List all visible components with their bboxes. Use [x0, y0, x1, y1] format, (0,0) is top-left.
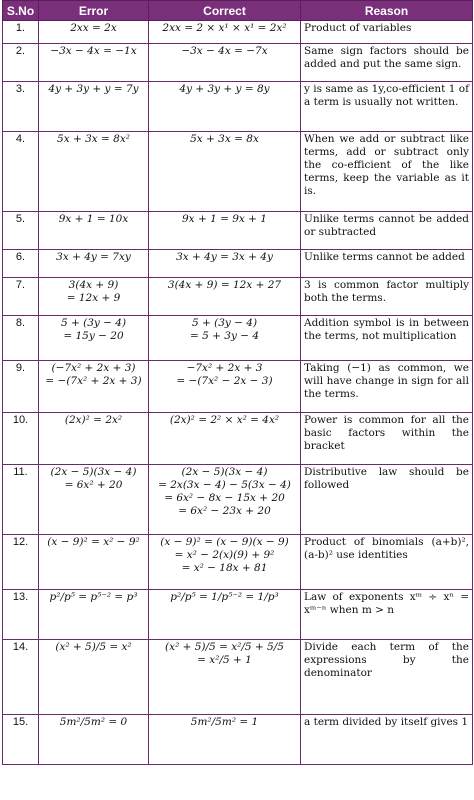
- error-expression-line: = 12x + 9: [66, 292, 121, 304]
- correct-cell: [149, 212, 301, 250]
- error-cell: [39, 44, 149, 82]
- header-sno: S.No: [3, 1, 39, 21]
- reason-cell: Product of variables: [301, 21, 473, 44]
- error-cell: [39, 82, 149, 132]
- correct-expression-line: (x − 9)² = (x − 9)(x − 9): [160, 536, 289, 548]
- table-body: [3, 21, 473, 765]
- error-expression-line: 4y + 3y + y = 7y: [48, 83, 139, 95]
- error-cell: [39, 21, 149, 44]
- correct-expression-line: = 5 + 3y − 4: [189, 330, 260, 342]
- reason-cell: Taking (−1) as common, we will have change in sign for all the terms.: [301, 361, 473, 413]
- correct-expression-line: = x²/5 + 1: [197, 654, 252, 666]
- reason-cell: a term divided by itself gives 1: [301, 715, 473, 765]
- errors-table: [2, 0, 473, 765]
- row-number: 6.: [3, 250, 39, 278]
- error-cell: [39, 361, 149, 413]
- table-row: [3, 44, 473, 82]
- header-reason: Reason: [301, 1, 473, 21]
- table-row: [3, 640, 473, 715]
- correct-expression-line: = x² − 2(x)(9) + 9²: [174, 549, 275, 561]
- table-row: [3, 132, 473, 212]
- row-number: 7.: [3, 278, 39, 316]
- error-cell: [39, 250, 149, 278]
- reason-cell: When we add or subtract like terms, add or subtract only the co-efficient of the like terms, keep the variable as it is.: [301, 132, 473, 212]
- correct-expression-line: = 2x(3x − 4) − 5(3x − 4): [158, 479, 291, 491]
- error-cell: [39, 212, 149, 250]
- reason-cell: y is same as 1y,co-efficient 1 of a term is usually not written.: [301, 82, 473, 132]
- header-correct: Correct: [149, 1, 301, 21]
- error-cell: [39, 132, 149, 212]
- correct-cell: [149, 82, 301, 132]
- reason-cell: Addition symbol is in between the terms, not multiplication: [301, 316, 473, 361]
- error-expression-line: (2x − 5)(3x − 4): [50, 466, 137, 478]
- table-row: [3, 316, 473, 361]
- correct-cell: [149, 535, 301, 590]
- correct-cell: [149, 44, 301, 82]
- correct-cell: [149, 132, 301, 212]
- correct-expression-line: 3x + 4y = 3x + 4y: [176, 251, 273, 263]
- error-cell: [39, 715, 149, 765]
- table-row: [3, 361, 473, 413]
- error-cell: [39, 640, 149, 715]
- error-cell: [39, 316, 149, 361]
- row-number: 10.: [3, 413, 39, 465]
- table-row: [3, 212, 473, 250]
- correct-cell: [149, 715, 301, 765]
- row-number: 9.: [3, 361, 39, 413]
- correct-expression-line: 5m²/5m² = 1: [190, 716, 259, 728]
- correct-expression-line: = −(7x² − 2x − 3): [176, 375, 273, 387]
- row-number: 5.: [3, 212, 39, 250]
- error-expression-line: −3x − 4x = −1x: [50, 45, 137, 57]
- correct-expression-line: = 6x² − 8x − 15x + 20: [164, 492, 285, 504]
- reason-cell: Power is common for all the basic factors within the bracket: [301, 413, 473, 465]
- reason-cell: Divide each term of the expressions by the denominator: [301, 640, 473, 715]
- reason-cell: Unlike terms cannot be added: [301, 250, 473, 278]
- row-number: 11.: [3, 465, 39, 535]
- table-row: [3, 250, 473, 278]
- table-row: [3, 21, 473, 44]
- correct-cell: [149, 250, 301, 278]
- error-cell: [39, 278, 149, 316]
- correct-expression-line: −3x − 4x = −7x: [181, 45, 268, 57]
- error-expression-line: 5x + 3x = 8x²: [57, 133, 130, 145]
- error-expression-line: p²/p⁵ = p⁵⁻² = p³: [49, 591, 138, 603]
- error-cell: [39, 465, 149, 535]
- error-expression-line: 5m²/5m² = 0: [59, 716, 128, 728]
- correct-expression-line: 2xx = 2 × x¹ × x¹ = 2x²: [162, 22, 287, 34]
- reason-cell: Same sign factors should be added and put the same sign.: [301, 44, 473, 82]
- error-expression-line: 9x + 1 = 10x: [58, 213, 129, 225]
- error-expression-line: (−7x² + 2x + 3): [51, 362, 136, 374]
- row-number: 13.: [3, 590, 39, 640]
- row-number: 12.: [3, 535, 39, 590]
- correct-cell: [149, 278, 301, 316]
- table-row: [3, 82, 473, 132]
- error-cell: [39, 535, 149, 590]
- correct-expression-line: (x² + 5)/5 = x²/5 + 5/5: [165, 641, 284, 653]
- error-expression-line: = 6x² + 20: [64, 479, 123, 491]
- correct-cell: [149, 21, 301, 44]
- correct-cell: [149, 316, 301, 361]
- error-expression-line: 3(4x + 9): [68, 279, 119, 291]
- error-expression-line: = 15y − 20: [63, 330, 124, 342]
- table-row: [3, 278, 473, 316]
- row-number: 8.: [3, 316, 39, 361]
- correct-cell: [149, 413, 301, 465]
- correct-expression-line: 9x + 1 = 9x + 1: [182, 213, 267, 225]
- correct-expression-line: (2x)² = 2² × x² = 4x²: [169, 414, 280, 426]
- correct-expression-line: 5 + (3y − 4): [191, 317, 258, 329]
- reason-cell: Unlike terms cannot be added or subtracted: [301, 212, 473, 250]
- correct-cell: [149, 590, 301, 640]
- error-expression-line: 5 + (3y − 4): [60, 317, 127, 329]
- table-row: [3, 535, 473, 590]
- row-number: 4.: [3, 132, 39, 212]
- row-number: 1.: [3, 21, 39, 44]
- table-row: [3, 413, 473, 465]
- correct-expression-line: = 6x² − 23x + 20: [178, 505, 271, 517]
- correct-cell: [149, 361, 301, 413]
- error-cell: [39, 413, 149, 465]
- reason-cell: Distributive law should be followed: [301, 465, 473, 535]
- error-expression-line: (x² + 5)/5 = x²: [55, 641, 132, 653]
- correct-expression-line: = x² − 18x + 81: [181, 562, 268, 574]
- correct-cell: [149, 640, 301, 715]
- correct-expression-line: 3(4x + 9) = 12x + 27: [167, 279, 282, 291]
- correct-expression-line: p²/p⁵ = 1/p⁵⁻² = 1/p³: [170, 591, 279, 603]
- reason-cell: 3 is common factor multiply both the terms.: [301, 278, 473, 316]
- error-expression-line: 2xx = 2x: [70, 22, 117, 34]
- row-number: 3.: [3, 82, 39, 132]
- table-row: [3, 715, 473, 765]
- reason-cell: Product of binomials (a+b)², (a-b)² use identities: [301, 535, 473, 590]
- error-expression-line: (2x)² = 2x²: [64, 414, 123, 426]
- header-row: [3, 1, 473, 21]
- correct-expression-line: 4y + 3y + y = 8y: [179, 83, 270, 95]
- correct-expression-line: (2x − 5)(3x − 4): [181, 466, 268, 478]
- reason-cell: Law of exponents xᵐ ÷ xⁿ = xᵐ⁻ⁿ when m > n: [301, 590, 473, 640]
- error-expression-line: 3x + 4y = 7xy: [56, 251, 131, 263]
- error-expression-line: (x − 9)² = x² − 9²: [47, 536, 140, 548]
- table-row: [3, 465, 473, 535]
- error-expression-line: = −(7x² + 2x + 3): [45, 375, 142, 387]
- row-number: 14.: [3, 640, 39, 715]
- row-number: 2.: [3, 44, 39, 82]
- error-cell: [39, 590, 149, 640]
- table-row: [3, 590, 473, 640]
- correct-expression-line: −7x² + 2x + 3: [186, 362, 263, 374]
- correct-cell: [149, 465, 301, 535]
- row-number: 15.: [3, 715, 39, 765]
- header-error: Error: [39, 1, 149, 21]
- correct-expression-line: 5x + 3x = 8x: [190, 133, 259, 145]
